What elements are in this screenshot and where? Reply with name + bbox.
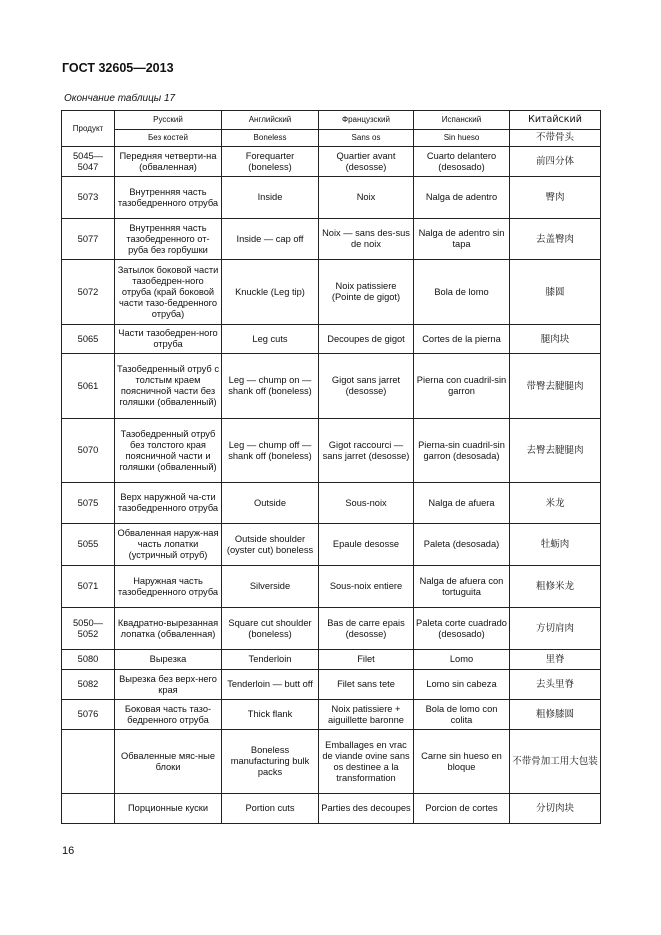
cell-en: Leg — chump off — shank off (boneless) [222, 419, 319, 483]
table-caption: Окончание таблицы 17 [64, 93, 176, 104]
cell-es: Paleta corte cuadrado (desosado) [414, 608, 510, 650]
table-row [62, 219, 601, 260]
cell-en: Inside — cap off [222, 219, 319, 260]
cell-en: Square cut shoulder (boneless) [222, 608, 319, 650]
product-code: 5082 [62, 670, 115, 700]
cell-en: Outside [222, 483, 319, 524]
cell-es: Nalga de afuera con tortuguita [414, 566, 510, 608]
cell-es: Cortes de la pierna [414, 325, 510, 354]
product-code: 5080 [62, 650, 115, 670]
cell-es: Porcion de cortes [414, 794, 510, 824]
cell-zh: 带臀去腱腿肉 [510, 354, 601, 419]
cell-fr: Filet sans tete [319, 670, 414, 700]
table-row [62, 670, 601, 700]
cell-ru: Передняя четверти-на (обваленная) [115, 147, 222, 177]
header-lang-ru: Русский [115, 111, 222, 130]
cell-en: Leg cuts [222, 325, 319, 354]
cell-fr: Sous-noix entiere [319, 566, 414, 608]
page-number: 16 [62, 845, 75, 857]
cell-ru: Части тазобедрен-ного отруба [115, 325, 222, 354]
cell-ru: Тазобедренный отруб с толстым краем поясничной части без голяшки (обваленный) [115, 354, 222, 419]
table-row [62, 147, 601, 177]
cell-fr: Noix patissiere + aiguillette baronne [319, 700, 414, 730]
cell-es: Nalga de adentro sin tapa [414, 219, 510, 260]
cell-zh: 去盖臀肉 [510, 219, 601, 260]
cell-en: Forequarter (boneless) [222, 147, 319, 177]
cell-ru: Наружная часть тазобедренного отруба [115, 566, 222, 608]
table-row [62, 419, 601, 483]
subheader-ru: Без костей [115, 130, 222, 147]
translation-table [61, 110, 601, 824]
header-product: Продукт [62, 111, 115, 147]
subheader-fr: Sans os [319, 130, 414, 147]
product-code: 5073 [62, 177, 115, 219]
header-lang-en: Английский [222, 111, 319, 130]
cell-ru: Верх наружной ча-сти тазобедренного отруба [115, 483, 222, 524]
cell-es: Nalga de afuera [414, 483, 510, 524]
cell-es: Pierna-sin cuadril-sin garron (desosada) [414, 419, 510, 483]
table-row [62, 177, 601, 219]
table-row [62, 608, 601, 650]
cell-en: Tenderloin — butt off [222, 670, 319, 700]
cell-ru: Обваленная наруж-ная часть лопатки (устричный отруб) [115, 524, 222, 566]
cell-fr: Noix [319, 177, 414, 219]
table-row [62, 524, 601, 566]
table-row [62, 566, 601, 608]
document-title: ГОСТ 32605—2013 [62, 61, 174, 75]
cell-es: Paleta (desosada) [414, 524, 510, 566]
cell-ru: Внутренняя часть тазобедренного от-руба без горбушки [115, 219, 222, 260]
cell-zh: 粗修米龙 [510, 566, 601, 608]
cell-fr: Gigot raccourci — sans jarret (desosse) [319, 419, 414, 483]
cell-en: Inside [222, 177, 319, 219]
cell-fr: Emballages en vrac de viande ovine sans os destinee a la transformation [319, 730, 414, 794]
cell-en: Leg — chump on — shank off (boneless) [222, 354, 319, 419]
cell-fr: Gigot sans jarret (desosse) [319, 354, 414, 419]
table-row [62, 325, 601, 354]
product-code: 5045—5047 [62, 147, 115, 177]
product-code: 5071 [62, 566, 115, 608]
table-row [62, 260, 601, 325]
product-code: 5061 [62, 354, 115, 419]
cell-zh: 米龙 [510, 483, 601, 524]
cell-zh: 粗修膝圆 [510, 700, 601, 730]
product-code: 5075 [62, 483, 115, 524]
cell-es: Lomo sin cabeza [414, 670, 510, 700]
product-code: 5050—5052 [62, 608, 115, 650]
cell-zh: 里脊 [510, 650, 601, 670]
cell-ru: Вырезка [115, 650, 222, 670]
cell-es: Bola de lomo [414, 260, 510, 325]
product-code: 5055 [62, 524, 115, 566]
product-code: 5076 [62, 700, 115, 730]
cell-fr: Epaule desosse [319, 524, 414, 566]
cell-es: Lomo [414, 650, 510, 670]
cell-es: Bola de lomo con colita [414, 700, 510, 730]
cell-en: Portion cuts [222, 794, 319, 824]
cell-zh: 臀肉 [510, 177, 601, 219]
cell-fr: Noix — sans des-sus de noix [319, 219, 414, 260]
cell-zh: 牡蛎肉 [510, 524, 601, 566]
cell-fr: Bas de carre epais (desosse) [319, 608, 414, 650]
cell-ru: Обваленные мяс-ные блоки [115, 730, 222, 794]
product-code: 5070 [62, 419, 115, 483]
cell-fr: Parties des decoupes [319, 794, 414, 824]
product-code: 5065 [62, 325, 115, 354]
cell-zh: 方切肩肉 [510, 608, 601, 650]
cell-zh: 不带骨加工用大包装 [510, 730, 601, 794]
cell-ru: Квадратно-вырезанная лопатка (обваленная) [115, 608, 222, 650]
cell-zh: 去臀去腱腿肉 [510, 419, 601, 483]
cell-fr: Sous-noix [319, 483, 414, 524]
product-code: 5077 [62, 219, 115, 260]
cell-zh: 去头里脊 [510, 670, 601, 700]
subheader-zh: 不带骨头 [510, 130, 601, 147]
table-row [62, 794, 601, 824]
cell-zh: 分切肉块 [510, 794, 601, 824]
cell-es: Carne sin hueso en bloque [414, 730, 510, 794]
header-lang-es: Испанский [414, 111, 510, 130]
cell-fr: Filet [319, 650, 414, 670]
cell-zh: 膝圆 [510, 260, 601, 325]
cell-en: Thick flank [222, 700, 319, 730]
cell-fr: Noix patissiere (Pointe de gigot) [319, 260, 414, 325]
product-code [62, 794, 115, 824]
cell-zh: 前四分体 [510, 147, 601, 177]
table-row [62, 650, 601, 670]
cell-en: Outside shoulder (oyster cut) boneless [222, 524, 319, 566]
cell-es: Pierna con cuadril-sin garron [414, 354, 510, 419]
cell-en: Silverside [222, 566, 319, 608]
table-row [62, 700, 601, 730]
cell-fr: Decoupes de gigot [319, 325, 414, 354]
cell-en: Boneless manufacturing bulk packs [222, 730, 319, 794]
table-row [62, 354, 601, 419]
product-code: 5072 [62, 260, 115, 325]
header-lang-fr: Французский [319, 111, 414, 130]
cell-fr: Quartier avant (desosse) [319, 147, 414, 177]
cell-ru: Затылок боковой части тазобедрен-ного отруба (край боковой части тазо-бедренного отруба) [115, 260, 222, 325]
cell-ru: Внутренняя часть тазобедренного отруба [115, 177, 222, 219]
cell-es: Cuarto delantero (desosado) [414, 147, 510, 177]
cell-zh: 腿肉块 [510, 325, 601, 354]
cell-ru: Боковая часть тазо-бедренного отруба [115, 700, 222, 730]
header-lang-zh: Китайский [510, 111, 601, 130]
cell-ru: Вырезка без верх-него края [115, 670, 222, 700]
cell-en: Knuckle (Leg tip) [222, 260, 319, 325]
product-code [62, 730, 115, 794]
cell-es: Nalga de adentro [414, 177, 510, 219]
table-row [62, 730, 601, 794]
cell-ru: Тазобедренный отруб без толстого края поясничной части и голяшки (обваленный) [115, 419, 222, 483]
subheader-en: Boneless [222, 130, 319, 147]
subheader-es: Sin hueso [414, 130, 510, 147]
cell-en: Tenderloin [222, 650, 319, 670]
table-row [62, 483, 601, 524]
cell-ru: Порционные куски [115, 794, 222, 824]
